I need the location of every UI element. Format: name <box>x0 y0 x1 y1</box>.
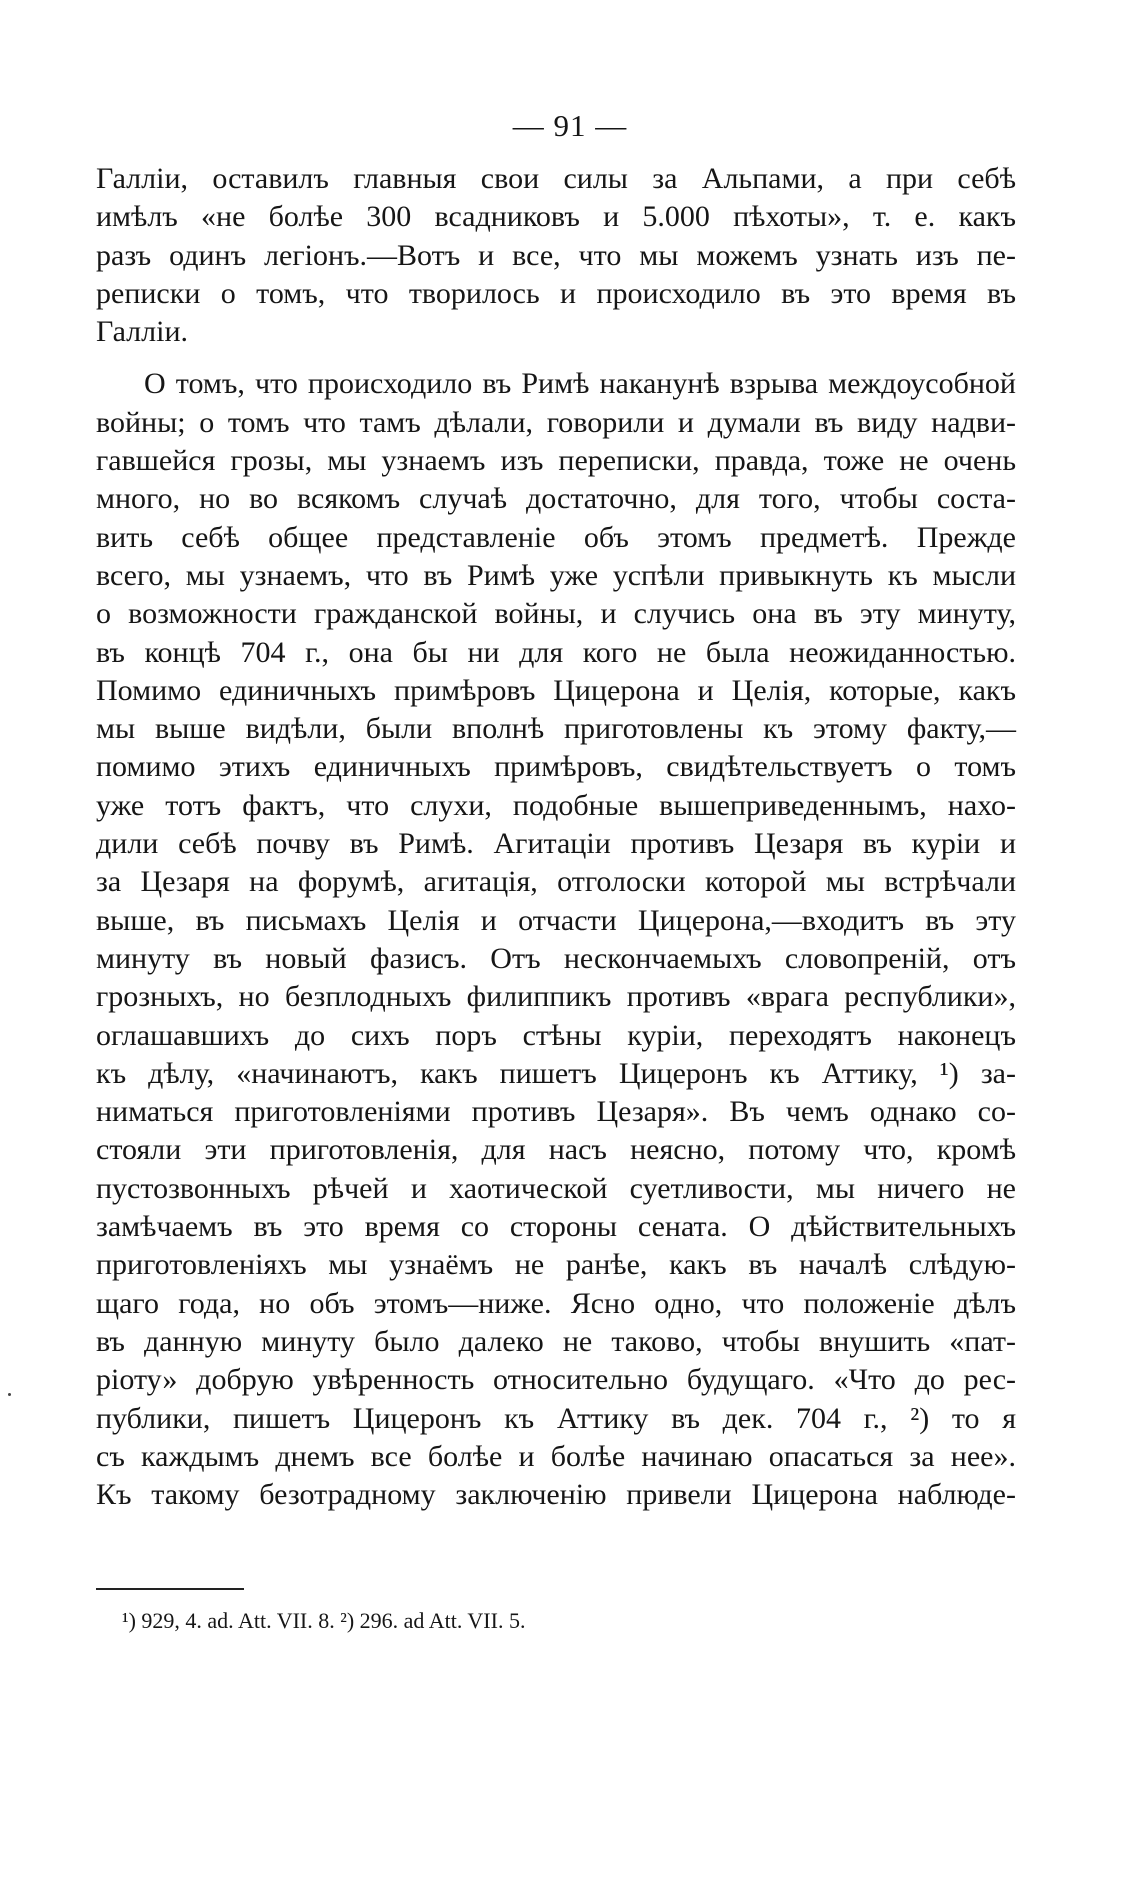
text-line: Галліи, оставилъ главныя свои силы за Альпами, а при себѣ <box>96 162 1016 195</box>
text-line: стояли эти приготовленія, для насъ неясно, потому что, кромѣ <box>96 1133 1016 1167</box>
text-line: въ данную минуту было далеко не таково, чтобы внушить «пат- <box>96 1324 1016 1358</box>
text-line: пустозвонныхъ рѣчей и хаотической суетливости, мы ничего не <box>96 1171 1016 1205</box>
text-line: Помимо единичныхъ примѣровъ Цицерона и Целія, которые, какъ <box>96 673 1016 707</box>
text-line: минуту въ новый фазисъ. Отъ нескончаемыхъ словопреній, отъ <box>96 941 1016 975</box>
margin-speck <box>8 1393 11 1396</box>
text-line: ріоту» добрую увѣренность относительно будущаго. «Что до рес- <box>96 1363 1016 1397</box>
text-line: гавшейся грозы, мы узнаемъ изъ переписки, правда, тоже не очень <box>96 444 1016 478</box>
text-line: выше, въ письмахъ Целія и отчасти Цицерона,—входитъ въ эту <box>96 903 1016 937</box>
text-line: къ дѣлу, «начинаютъ, какъ пишетъ Цицеронъ къ Аттику, ¹) за- <box>96 1056 1016 1090</box>
text-line: замѣчаемъ въ это время со стороны сената. О дѣйствительныхъ <box>96 1210 1016 1244</box>
footnotes: ¹) 929, 4. ad. Att. VII. 8. ²) 296. ad Att. VII. 5. <box>122 1608 526 1633</box>
paragraph-2 <box>96 365 1016 1552</box>
text-line: уже тотъ фактъ, что слухи, подобные вышеприведеннымъ, нахо- <box>96 788 1016 822</box>
text-line: о возможности гражданской войны, и случись она въ эту минуту, <box>96 597 1016 631</box>
text-line: съ каждымъ днемъ все болѣе и болѣе начинаю опасаться за нее». <box>96 1439 1016 1473</box>
text-line: за Цезаря на форумѣ, агитація, отголоски которой мы встрѣчали <box>96 865 1016 899</box>
text-line: въ концѣ 704 г., она бы ни для кого не была неожиданностью. <box>96 635 1016 669</box>
body-text <box>96 160 1016 1553</box>
text-line: дили себѣ почву въ Римѣ. Агитаціи противъ Цезаря въ куріи и <box>96 827 1016 861</box>
text-line: ниматься приготовленіями противъ Цезаря». Въ чемъ однако со- <box>96 1095 1016 1129</box>
text-line: вить себѣ общее представленіе объ этомъ предметѣ. Прежде <box>96 520 1016 554</box>
page-number: — 91 — <box>512 108 628 143</box>
text-line <box>96 1514 1016 1552</box>
paragraph-1 <box>96 160 1016 351</box>
text-line: войны; о томъ что тамъ дѣлали, говорили и думали въ виду надви- <box>96 405 1016 439</box>
text-line: грозныхъ, но безплодныхъ филиппикъ противъ «врага республики», <box>96 980 1016 1014</box>
text-line: О томъ, что происходило въ Римѣ наканунѣ взрыва междоусобной <box>144 367 1016 401</box>
text-line: имѣлъ «не болѣе 300 всадниковъ и 5.000 пѣхоты», т. е. какъ <box>96 200 1016 234</box>
text-line: мы выше видѣли, были вполнѣ приготовлены къ этому факту,— <box>96 712 1016 746</box>
text-line: оглашавшихъ до сихъ поръ стѣны куріи, переходятъ наконецъ <box>96 1018 1016 1052</box>
text-line: помимо этихъ единичныхъ примѣровъ, свидѣтельствуетъ о томъ <box>96 750 1016 784</box>
text-line: Галліи. <box>96 315 189 349</box>
text-line: приготовленіяхъ мы узнаёмъ не ранѣе, какъ въ началѣ слѣдую- <box>96 1248 1016 1282</box>
text-line: публики, пишетъ Цицеронъ къ Аттику въ дек. 704 г., ²) то я <box>96 1401 1016 1435</box>
text-line: Къ такому безотрадному заключенію привели Цицерона наблюде- <box>96 1478 1016 1512</box>
text-line: разъ одинъ легіонъ.—Вотъ и все, что мы можемъ узнать изъ пе- <box>96 238 1016 272</box>
footnote-separator <box>96 1588 244 1590</box>
text-line: реписки о томъ, что творилось и происходило въ это время въ <box>96 276 1016 310</box>
text-line: всего, мы узнаемъ, что въ Римѣ уже успѣли привыкнуть къ мысли <box>96 558 1016 592</box>
text-line: щаго года, но объ этомъ—ниже. Ясно одно, что положеніе дѣлъ <box>96 1286 1016 1320</box>
text-line: много, но во всякомъ случаѣ достаточно, для того, чтобы соста- <box>96 482 1016 516</box>
